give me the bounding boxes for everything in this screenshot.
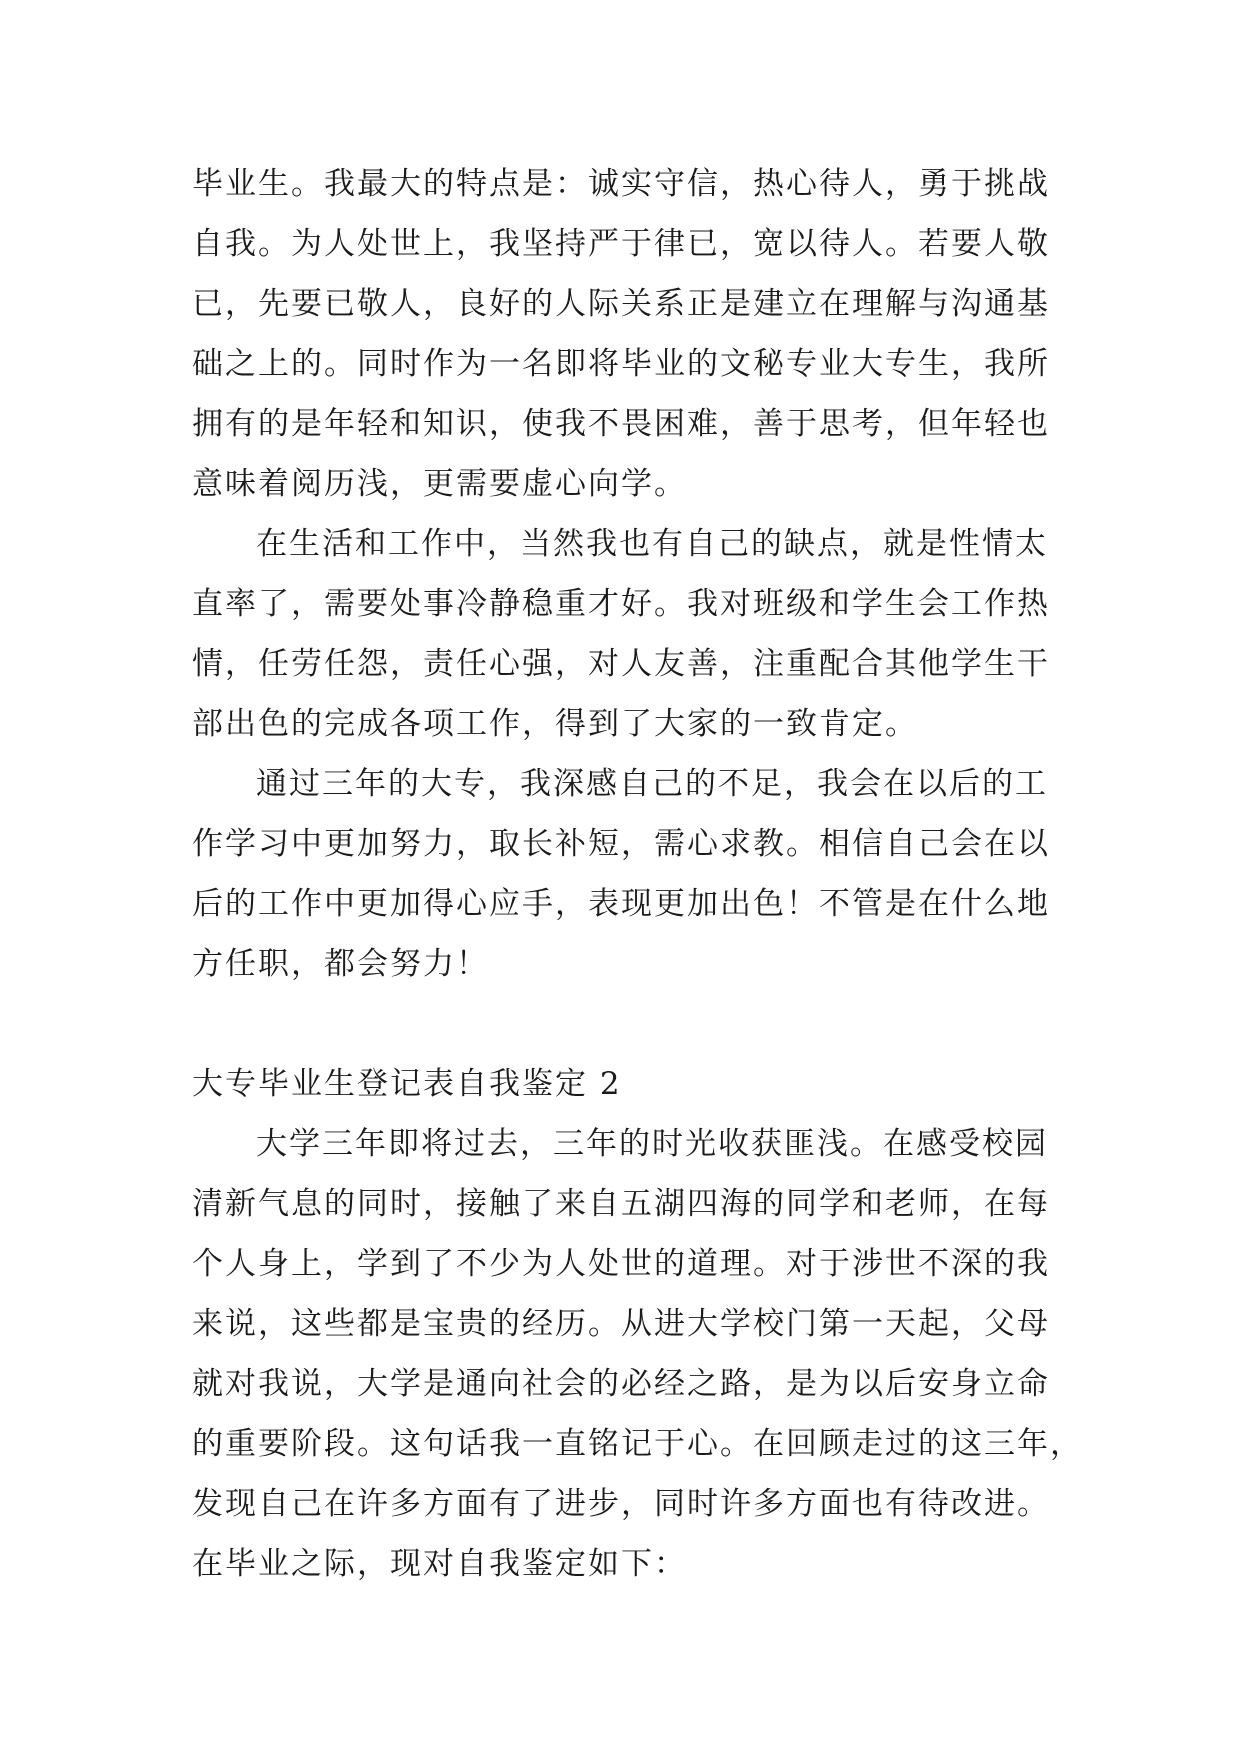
document-body [192,154,1083,1594]
text-line: 来说，这些都是宝贵的经历。从进大学校门第一天起，父母 [192,1306,1050,1342]
text-line: 毕业生。我最大的特点是：诚实守信，热心待人，勇于挑战 [192,166,1050,202]
section-gap [192,994,1052,1054]
text-line: 础之上的。同时作为一名即将毕业的文秘专业大专生，我所 [192,346,1050,382]
text-line: 通过三年的大专，我深感自己的不足，我会在以后的工 [256,766,1048,802]
text-line: 就对我说，大学是通向社会的必经之路，是为以后安身立命 [192,1366,1050,1402]
text-line: 方任职，都会努力！ [192,946,489,982]
text-line: 清新气息的同时，接触了来自五湖四海的同学和老师，在每 [192,1186,1050,1222]
text-line: 意味着阅历浅，更需要虚心向学。 [192,466,687,502]
text-line: 已，先要已敬人，良好的人际关系正是建立在理解与沟通基 [192,286,1050,322]
text-line: 在毕业之际，现对自我鉴定如下： [192,1546,687,1582]
section-title: 大专毕业生登记表自我鉴定 2 [192,1066,622,1102]
text-line: 个人身上，学到了不少为人处世的道理。对于涉世不深的我 [192,1246,1050,1282]
text-line: 后的工作中更加得心应手，表现更加出色！不管是在什么地 [192,886,1050,922]
text-line: 发现自己在许多方面有了进步，同时许多方面也有待改进。 [192,1486,1050,1522]
text-line: 拥有的是年轻和知识，使我不畏困难，善于思考，但年轻也 [192,406,1050,442]
text-line: 大学三年即将过去，三年的时光收获匪浅。在感受校园 [256,1126,1048,1162]
text-line: 直率了，需要处事冷静稳重才好。我对班级和学生会工作热 [192,586,1050,622]
text-section-2 [192,1114,1083,1594]
text-line: 作学习中更加努力，取长补短，需心求教。相信自己会在以 [192,826,1050,862]
text-line: 自我。为人处世上，我坚持严于律已，宽以待人。若要人敬 [192,226,1050,262]
text-line: 的重要阶段。这句话我一直铭记于心。在回顾走过的这三年， [192,1426,1083,1462]
text-line: 部出色的完成各项工作，得到了大家的一致肯定。 [192,706,918,742]
text-section-1 [192,154,1052,994]
text-line: 在生活和工作中，当然我也有自己的缺点，就是性情太 [256,526,1048,562]
text-line: 情，任劳任怨，责任心强，对人友善，注重配合其他学生干 [192,646,1050,682]
